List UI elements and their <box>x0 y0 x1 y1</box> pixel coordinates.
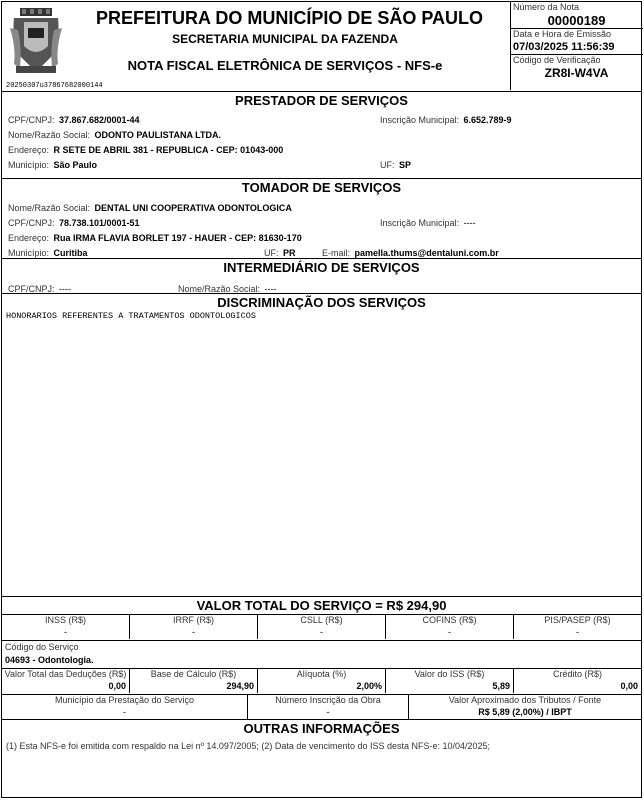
customer-municipal-registration-label: Inscrição Municipal: <box>380 218 460 228</box>
verification-code-value: ZR8I-W4VA <box>544 66 609 80</box>
service-municipality-value: - <box>123 707 126 717</box>
customer-cnpj-value: 78.738.101/0001-51 <box>58 218 140 228</box>
intermediary-section-title: INTERMEDIÁRIO DE SERVIÇOS <box>223 260 420 275</box>
rate-value: 2,00% <box>356 681 382 691</box>
customer-address-value: Rua IRMA FLAVIA BORLET 197 - HAUER - CEP: 81630-170 <box>53 233 302 243</box>
customer-cnpj-label: CPF/CNPJ: <box>8 218 55 228</box>
total-service-value: VALOR TOTAL DO SERVIÇO = R$ 294,90 <box>196 598 447 613</box>
deductions-value: 0,00 <box>108 681 126 691</box>
provider-name-label: Nome/Razão Social: <box>8 130 91 140</box>
invoice-number-label: Número da Nota <box>513 2 580 12</box>
provider-cnpj-label: CPF/CNPJ: <box>8 115 55 125</box>
nfse-document <box>1 1 642 798</box>
tax-base-label: Base de Cálculo (R$) <box>150 669 237 679</box>
cofins-value: - <box>448 627 451 637</box>
customer-city-value: Curitiba <box>53 248 88 258</box>
csll-label: CSLL (R$) <box>300 615 343 625</box>
customer-city-label: Município: <box>8 248 50 258</box>
provider-address-value: R SETE DE ABRIL 381 - REPUBLICA - CEP: 01043-000 <box>53 145 284 155</box>
irrf-label: IRRF (R$) <box>173 615 214 625</box>
other-info-title: OUTRAS INFORMAÇÕES <box>243 721 400 736</box>
provider-municipal-registration-label: Inscrição Municipal: <box>380 115 460 125</box>
customer-email-label: E-mail: <box>322 248 351 258</box>
verification-code-string: 20250307u37867682000144 <box>6 82 103 90</box>
csll-value: - <box>320 627 323 637</box>
provider-city-label: Município: <box>8 160 50 170</box>
inss-label: INSS (R$) <box>44 615 86 625</box>
iss-value: 5,89 <box>492 681 510 691</box>
document-title: NOTA FISCAL ELETRÔNICA DE SERVIÇOS - NFS-e <box>127 58 443 73</box>
provider-municipal-registration-value: 6.652.789-9 <box>463 115 512 125</box>
sao-paulo-coat-of-arms <box>10 8 62 76</box>
pis-pasep-value: - <box>576 627 579 637</box>
service-code-label: Código do Serviço <box>5 642 79 652</box>
secretariat-subtitle: SECRETARIA MUNICIPAL DA FAZENDA <box>172 32 398 46</box>
issue-date-value: 07/03/2025 11:56:39 <box>513 41 615 53</box>
service-code-value: 04693 - Odontologia. <box>5 655 94 665</box>
provider-section-title: PRESTADOR DE SERVIÇOS <box>235 93 408 108</box>
customer-address-label: Endereço: <box>8 233 50 243</box>
verification-code-label: Código de Verificação <box>513 55 601 65</box>
irrf-value: - <box>192 627 195 637</box>
issue-date-label: Data e Hora de Emissão <box>513 29 612 39</box>
provider-state-label: UF: <box>380 160 395 170</box>
tax-base-value: 294,90 <box>226 681 254 691</box>
intermediary-name-value: ---- <box>264 284 277 294</box>
customer-name-value: DENTAL UNI COOPERATIVA ODONTOLOGICA <box>94 203 292 213</box>
provider-address-label: Endereço: <box>8 145 50 155</box>
credit-value: 0,00 <box>620 681 638 691</box>
provider-state-value: SP <box>398 160 411 170</box>
work-registration-label: Número Inscrição da Obra <box>275 695 381 705</box>
deductions-label: Valor Total das Deduções (R$) <box>4 669 127 679</box>
iss-value-label: Valor do ISS (R$) <box>414 669 485 679</box>
customer-state-label: UF: <box>264 248 279 258</box>
municipality-title: PREFEITURA DO MUNICÍPIO DE SÃO PAULO <box>96 8 484 28</box>
intermediary-name-label: Nome/Razão Social: <box>178 284 261 294</box>
cofins-label: COFINS (R$) <box>422 615 477 625</box>
rate-label: Alíquota (%) <box>296 669 347 679</box>
customer-section-title: TOMADOR DE SERVIÇOS <box>241 180 402 195</box>
provider-cnpj-value: 37.867.682/0001-44 <box>58 115 140 125</box>
customer-state-value: PR <box>282 248 296 258</box>
work-registration-value: - <box>326 707 330 717</box>
provider-city-value: São Paulo <box>53 160 97 170</box>
intermediary-cnpj-value: ---- <box>58 284 71 294</box>
customer-name-label: Nome/Razão Social: <box>8 203 91 213</box>
other-info-text: (1) Esta NFS-e foi emitida com respaldo na Lei nº 14.097/2005; (2) Data de vencimento do ISS desta NFS-e: 10/04/2025; <box>6 741 491 751</box>
customer-email-value[interactable]: pamella.thums@dentaluni.com.br <box>354 248 499 258</box>
pis-pasep-label: PIS/PASEP (R$) <box>544 615 611 625</box>
intermediary-cnpj-label: CPF/CNPJ: <box>8 284 55 294</box>
inss-value: - <box>64 627 67 637</box>
invoice-number-value: 00000189 <box>547 13 606 28</box>
service-municipality-label: Município da Prestação do Serviço <box>54 695 195 705</box>
service-description-title: DISCRIMINAÇÃO DOS SERVIÇOS <box>217 295 426 310</box>
provider-name-value: ODONTO PAULISTANA LTDA. <box>94 130 221 140</box>
service-description-text: HONORARIOS REFERENTES A TRATAMENTOS ODONTOLOGICOS <box>6 311 256 321</box>
approx-taxes-value: R$ 5,89 (2,00%) / IBPT <box>478 707 572 717</box>
approx-taxes-label: Valor Aproximado dos Tributos / Fonte <box>448 695 602 705</box>
credit-label: Crédito (R$) <box>552 669 602 679</box>
customer-municipal-registration-value: ---- <box>463 218 476 228</box>
